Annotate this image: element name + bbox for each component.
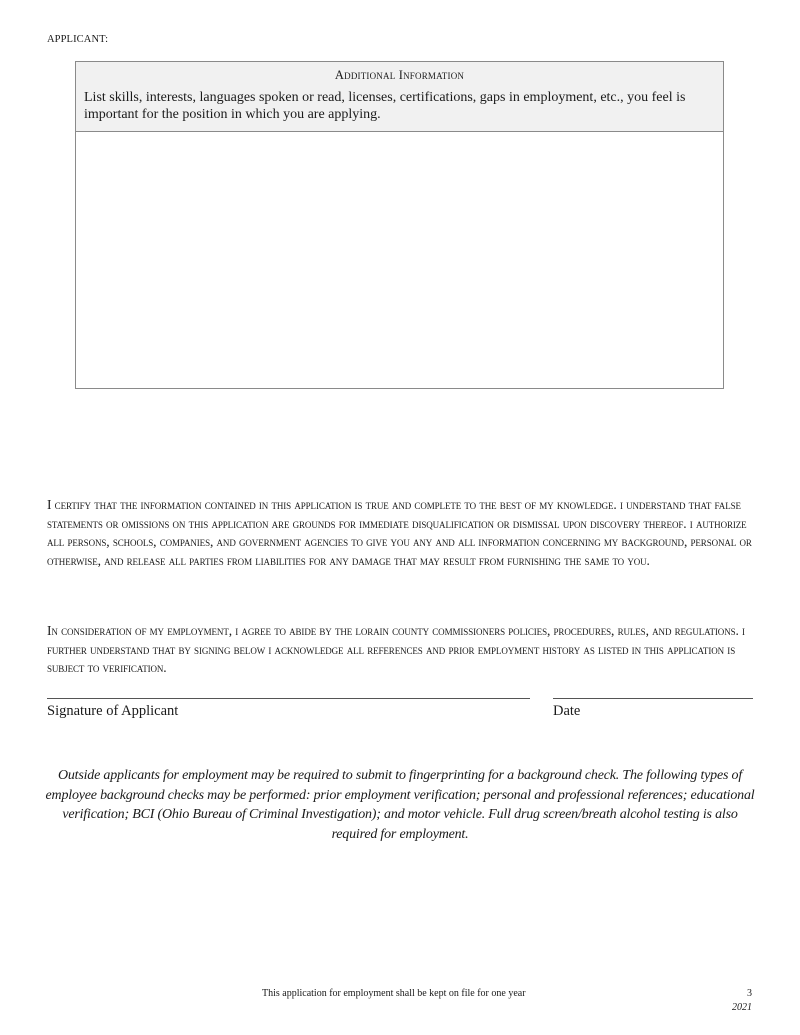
additional-information-header <box>76 62 723 132</box>
footer-retention-text: This application for employment shall be kept on file for one year <box>262 988 526 999</box>
date-label: Date <box>553 703 581 719</box>
certification-paragraph: I certify that the information contained in this application is true and complete to the best of my knowledge. i understand that false statements or omissions on this application are grounds for immediate disqualification or dismissal upon discovery thereof. i authorize all persons, schools, companies, and government agencies to give you any and all information concerning my background, personal or otherwise, and release all parties from liabilities for any damage that may result from furnishing the same to you. <box>47 497 752 568</box>
section-instructions: List skills, interests, languages spoken or read, licenses, certifications, gaps in employment, etc., you feel is important for the position in which you are applying. <box>84 90 686 122</box>
applicant-label: APPLICANT: <box>47 34 109 45</box>
page-number: 3 <box>747 988 752 999</box>
additional-information-input[interactable] <box>76 132 723 388</box>
footer-year: 2021 <box>732 1002 752 1013</box>
date-signature-line[interactable] <box>553 698 753 699</box>
applicant-signature-line[interactable] <box>47 698 530 699</box>
additional-information-section <box>75 61 724 389</box>
signature-of-applicant-label: Signature of Applicant <box>47 703 179 719</box>
background-check-notice: Outside applicants for employment may be required to submit to fingerprinting for a background check. The following types of employee background checks may be performed: prior employment verification; personal and professional references; educational verification; BCI (Ohio Bureau of Criminal Investigation); and motor vehicle. Full drug screen/breath alcohol testing is also required for employment. <box>45 768 755 842</box>
consideration-paragraph: In consideration of my employment, i agree to abide by the lorain county commissioners policies, procedures, rules, and regulations. i further understand that by signing below i acknowledge all references and prior employment history as listed in this application is subject to verification. <box>47 623 745 676</box>
section-title: Additional Information <box>334 68 465 82</box>
